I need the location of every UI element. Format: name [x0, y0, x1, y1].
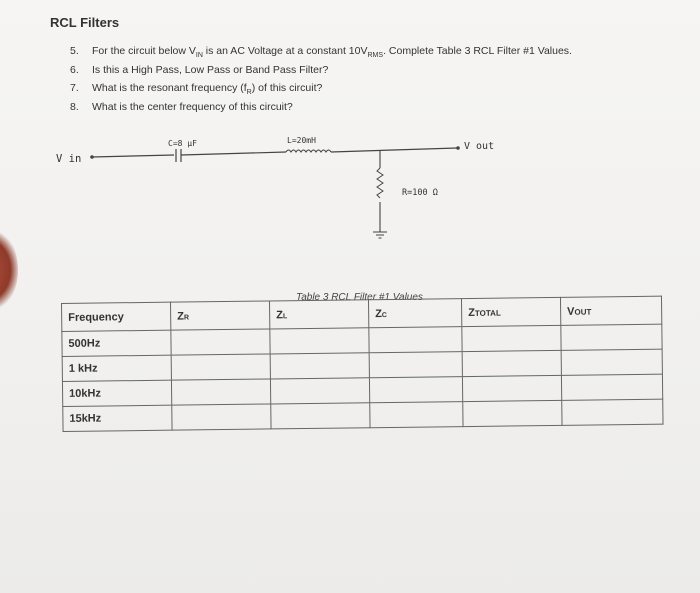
blank-cell[interactable] — [171, 379, 270, 405]
blank-cell[interactable] — [561, 374, 662, 400]
blank-cell[interactable] — [562, 399, 663, 425]
capacitor-label: C=8 µF — [168, 139, 197, 148]
blank-cell[interactable] — [270, 378, 369, 404]
blank-cell[interactable] — [561, 349, 662, 375]
vout-terminal — [456, 146, 460, 150]
values-table — [61, 296, 664, 432]
header-zr: ZR — [170, 301, 269, 330]
vin-label: V in — [56, 153, 82, 165]
page-title: RCL Filters — [50, 15, 120, 30]
blank-cell[interactable] — [369, 377, 462, 403]
ground-symbol — [373, 232, 387, 238]
blank-cell[interactable] — [370, 402, 463, 428]
frequency-cell: 1 kHz — [62, 355, 171, 381]
input-wire — [92, 155, 174, 157]
header-zl: ZL — [269, 300, 368, 329]
inductor-symbol — [286, 150, 331, 152]
blank-cell[interactable] — [462, 350, 561, 376]
question-item: 6. Is this a High Pass, Low Pass or Band Pass Filter? — [70, 63, 329, 76]
header-frequency: Frequency — [62, 302, 171, 331]
blank-cell[interactable] — [171, 354, 270, 380]
frequency-cell: 15kHz — [63, 405, 172, 431]
blank-cell[interactable] — [171, 329, 270, 355]
header-zc: ZC — [368, 299, 461, 328]
question-item: 8. What is the center frequency of this circuit? — [70, 100, 293, 113]
blank-cell[interactable] — [172, 404, 271, 430]
blank-cell[interactable] — [462, 325, 561, 351]
frequency-cell: 500Hz — [62, 330, 171, 356]
frequency-cell: 10kHz — [62, 380, 171, 406]
output-wire — [331, 148, 457, 152]
blank-cell[interactable] — [463, 400, 562, 426]
resistor-symbol — [377, 168, 383, 198]
table-caption: Table 3 RCL Filter #1 Values — [296, 292, 423, 303]
question-item: 5. For the circuit below $V_{IN}$ is an AC Voltage at a constant $10V_{RMS}$. Complete Table 3 RCL Filter #1 Values. — [70, 45, 572, 60]
vout-label: V out — [464, 141, 495, 152]
header-ztotal: ZTOTAL — [461, 297, 560, 326]
series-wire — [181, 152, 286, 155]
question-item: 7. What is the resonant frequency $(f_R)$ of this circuit? — [70, 82, 323, 97]
capacitor-symbol — [176, 149, 181, 162]
blank-cell[interactable] — [561, 324, 662, 350]
blank-cell[interactable] — [462, 375, 561, 401]
blank-cell[interactable] — [369, 352, 462, 378]
header-vout: VOUT — [560, 296, 661, 325]
blank-cell[interactable] — [270, 328, 369, 354]
vin-terminal — [90, 155, 94, 159]
blank-cell[interactable] — [271, 403, 370, 429]
resistor-label: R=100 Ω — [402, 188, 438, 198]
inductor-label: L=20mH — [287, 136, 316, 145]
blank-cell[interactable] — [270, 353, 369, 379]
blank-cell[interactable] — [369, 327, 462, 353]
